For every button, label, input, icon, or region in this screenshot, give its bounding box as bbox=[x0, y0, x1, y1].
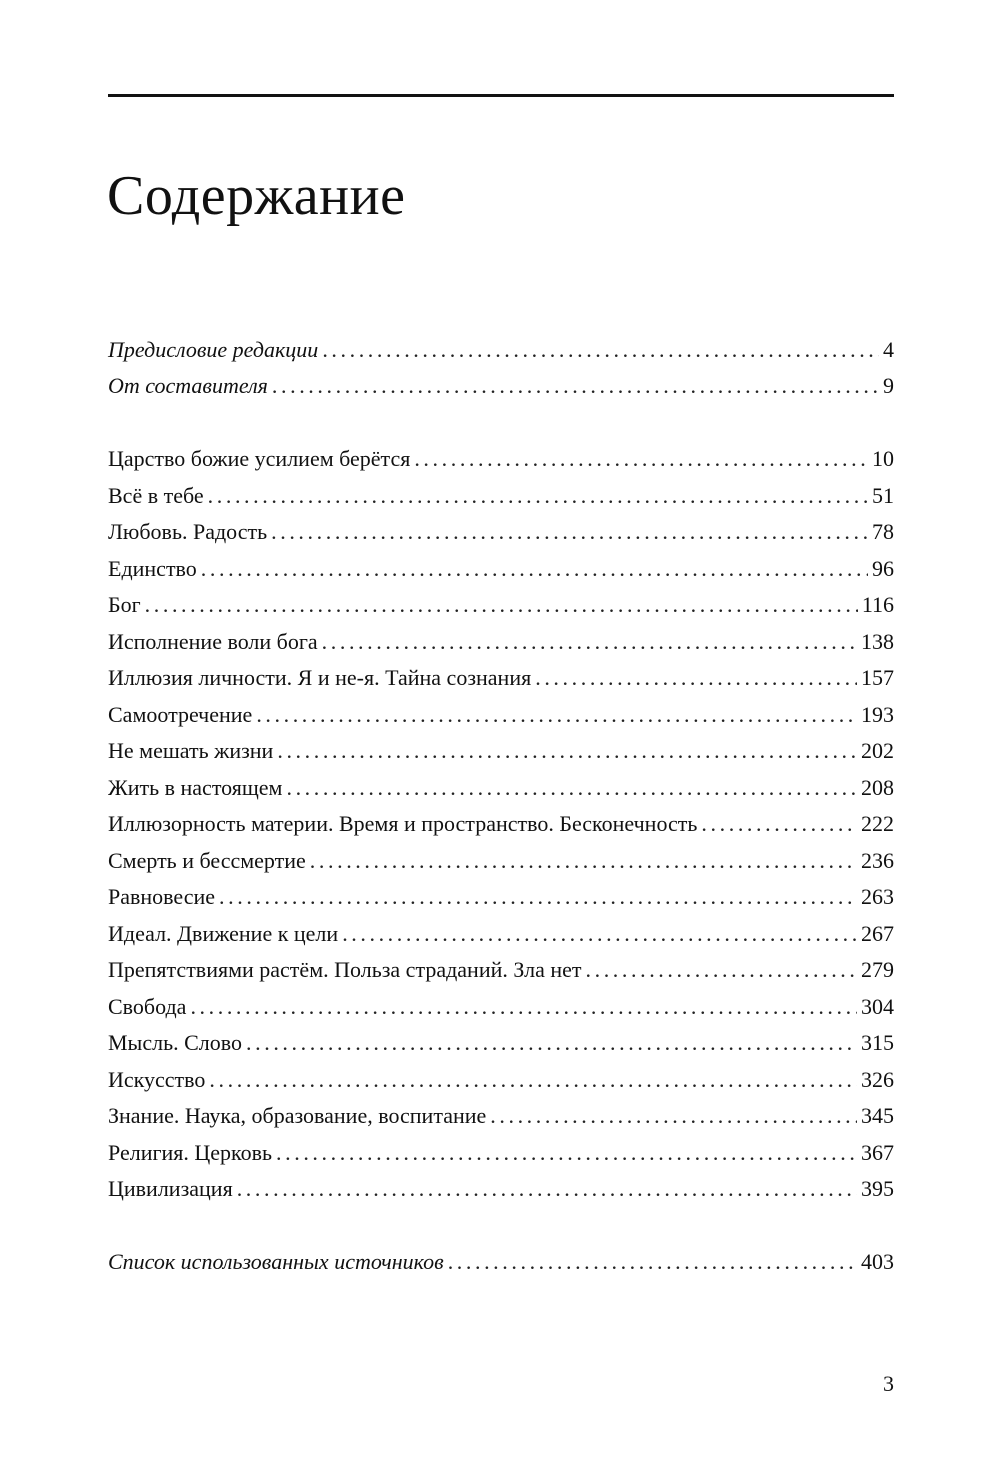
toc-entry[interactable] bbox=[108, 624, 894, 660]
toc-entry[interactable] bbox=[108, 551, 894, 587]
dot-leader bbox=[448, 1244, 857, 1280]
toc-entry-page: 157 bbox=[861, 665, 894, 690]
toc-entry-title: Знание. Наука, образование, воспитание bbox=[108, 1103, 487, 1128]
dot-leader bbox=[276, 1135, 857, 1171]
toc-entry-page: 326 bbox=[861, 1066, 894, 1092]
toc-entry-title: Самоотречение bbox=[108, 701, 253, 727]
toc-entry-page: 138 bbox=[861, 628, 894, 654]
toc-entry-page: 304 bbox=[861, 993, 894, 1019]
toc-entry-title: Список использованных источников bbox=[108, 1249, 444, 1274]
toc-entry-page: 367 bbox=[861, 1139, 894, 1165]
dot-leader bbox=[190, 989, 857, 1025]
toc-entry-page: 208 bbox=[861, 774, 894, 800]
toc-entry-page: 116 bbox=[861, 592, 894, 617]
dot-leader bbox=[414, 441, 868, 477]
dot-leader bbox=[237, 1171, 857, 1207]
toc-entry[interactable] bbox=[108, 1135, 894, 1171]
toc-entry[interactable] bbox=[108, 514, 894, 550]
toc-entry-page: 96 bbox=[872, 555, 894, 581]
toc-entry-title: Иллюзия личности. Я и не-я. Тайна сознания bbox=[108, 665, 532, 690]
toc-entry-page: 9 bbox=[883, 373, 894, 398]
toc-entry[interactable] bbox=[108, 806, 894, 842]
toc-entry-page: 315 bbox=[861, 1030, 894, 1055]
dot-leader bbox=[490, 1098, 857, 1134]
toc-entry-title: Любовь. Радость bbox=[108, 519, 268, 544]
toc-entry-title: Цивилизация bbox=[108, 1176, 233, 1201]
dot-leader bbox=[246, 1025, 857, 1061]
dot-leader bbox=[310, 843, 857, 879]
dot-leader bbox=[535, 660, 857, 696]
dot-leader bbox=[271, 514, 868, 550]
toc-entry-title: Религия. Церковь bbox=[108, 1139, 273, 1165]
toc-entry-title: Царство божие усилием берётся bbox=[108, 446, 411, 471]
toc-entry-page: 4 bbox=[883, 337, 894, 362]
toc-entry-page: 267 bbox=[861, 920, 894, 946]
toc-entry[interactable] bbox=[108, 478, 894, 514]
dot-leader bbox=[586, 952, 858, 988]
toc-entry-title: Не мешать жизни bbox=[108, 738, 274, 763]
toc-entry[interactable] bbox=[108, 1025, 894, 1061]
dot-leader bbox=[277, 733, 857, 769]
toc-entry-page: 403 bbox=[861, 1249, 894, 1274]
toc-entry[interactable] bbox=[108, 587, 894, 623]
toc-entry[interactable] bbox=[108, 770, 894, 806]
dot-leader bbox=[272, 368, 879, 404]
toc-entry-title: Мысль. Слово bbox=[108, 1030, 243, 1055]
toc-entry-title: Искусство bbox=[108, 1066, 206, 1092]
toc-entry[interactable] bbox=[108, 843, 894, 879]
toc-entry[interactable] bbox=[108, 660, 894, 696]
toc-entry-title: Единство bbox=[108, 555, 197, 581]
page-number: 3 bbox=[883, 1371, 894, 1396]
toc-entry-title: Жить в настоящем bbox=[108, 774, 283, 800]
toc-entry-page: 395 bbox=[861, 1176, 894, 1201]
toc-entry[interactable] bbox=[108, 368, 894, 404]
toc-entry[interactable] bbox=[108, 1062, 894, 1098]
toc-entry-page: 236 bbox=[861, 847, 894, 873]
dot-leader bbox=[322, 332, 879, 368]
toc-entry-page: 263 bbox=[861, 884, 894, 909]
toc-entry-page: 51 bbox=[872, 482, 894, 508]
page-title: Содержание bbox=[107, 165, 406, 227]
toc-entry[interactable] bbox=[108, 1244, 894, 1280]
toc-entry[interactable] bbox=[108, 697, 894, 733]
toc-entry-title: От составителя bbox=[108, 373, 268, 398]
dot-leader bbox=[209, 1062, 857, 1098]
dot-leader bbox=[201, 551, 868, 587]
dot-leader bbox=[286, 770, 857, 806]
toc-entry-page: 279 bbox=[861, 957, 894, 982]
dot-leader bbox=[219, 879, 857, 915]
toc-entry-title: Бог bbox=[108, 592, 141, 617]
toc-entry[interactable] bbox=[108, 733, 894, 769]
toc-entry[interactable] bbox=[108, 1098, 894, 1134]
dot-leader bbox=[145, 587, 858, 623]
toc-entry[interactable] bbox=[108, 916, 894, 952]
toc-entry-title: Свобода bbox=[108, 993, 187, 1019]
dot-leader bbox=[256, 697, 857, 733]
toc-entry-page: 10 bbox=[872, 446, 894, 471]
toc-entry[interactable] bbox=[108, 332, 894, 368]
toc-entry-page: 78 bbox=[872, 519, 894, 544]
top-rule bbox=[108, 94, 894, 97]
toc-entry-title: Предисловие редакции bbox=[108, 337, 319, 362]
dot-leader bbox=[322, 624, 857, 660]
toc-entry-title: Препятствиями растём. Польза страданий. Зла нет bbox=[108, 957, 582, 982]
toc-entry[interactable] bbox=[108, 952, 894, 988]
toc-entry-title: Равновесие bbox=[108, 884, 216, 909]
dot-leader bbox=[701, 806, 857, 842]
toc-entry-title: Смерть и бессмертие bbox=[108, 847, 306, 873]
dot-leader bbox=[342, 916, 857, 952]
toc-entry-title: Исполнение воли бога bbox=[108, 628, 318, 654]
toc-entry-title: Идеал. Движение к цели bbox=[108, 920, 339, 946]
toc-entry[interactable] bbox=[108, 1171, 894, 1207]
toc-entry-title: Всё в тебе bbox=[108, 482, 204, 508]
toc-entry-title: Иллюзорность материи. Время и пространство. Бесконечность bbox=[108, 811, 698, 836]
toc-entry-page: 193 bbox=[861, 701, 894, 727]
toc-entry[interactable] bbox=[108, 441, 894, 477]
toc-entry[interactable] bbox=[108, 989, 894, 1025]
toc-entry-page: 222 bbox=[861, 811, 894, 836]
toc-entry[interactable] bbox=[108, 879, 894, 915]
toc-entry-page: 202 bbox=[861, 738, 894, 763]
dot-leader bbox=[208, 478, 868, 514]
toc-entry-page: 345 bbox=[861, 1103, 894, 1128]
